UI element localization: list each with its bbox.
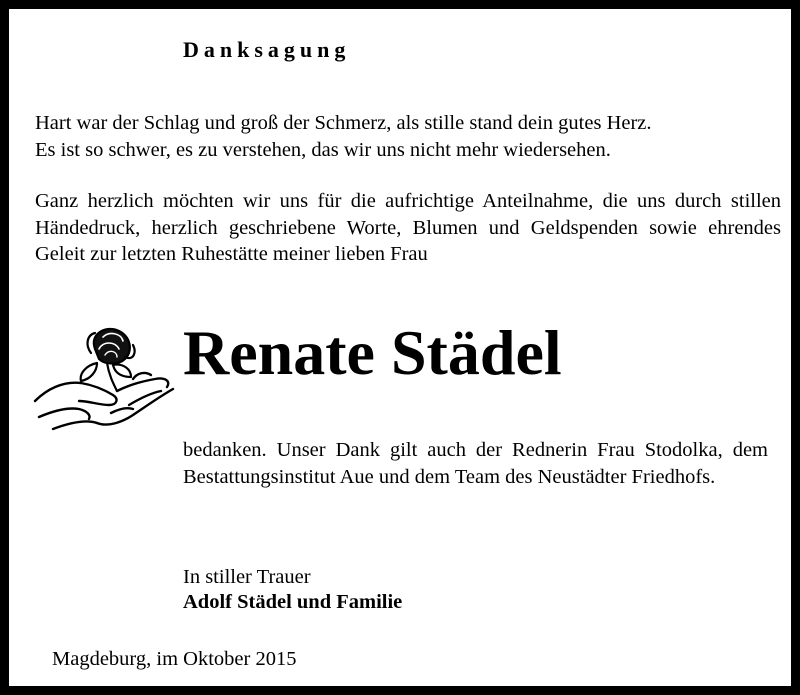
- verse: [35, 110, 785, 164]
- place-date: Magdeburg, im Oktober 2015: [52, 648, 297, 670]
- rose-in-hands-icon: [33, 319, 178, 444]
- signature: Adolf Städel und Familie: [183, 591, 403, 613]
- hands: [35, 373, 173, 429]
- verse-line-1: Hart war der Schlag und groß der Schmerz, als stille stand dein gutes Herz.: [35, 112, 652, 134]
- continuation-paragraph: bedanken. Unser Dank gilt auch der Rednerin Frau Stodolka, dem Bestattungsinstitut Aue und dem Team des Neustädter Friedhofs.: [183, 439, 768, 488]
- verse-line-2: Es ist so schwer, es zu verstehen, das wir uns nicht mehr wiedersehen.: [35, 139, 611, 161]
- deceased-name: Renate Städel: [183, 317, 562, 388]
- mourning-phrase: In stiller Trauer: [183, 566, 311, 588]
- heading-danksagung: Danksagung: [183, 37, 351, 62]
- thanks-paragraph: Ganz herzlich möchten wir uns für die aufrichtige Anteilnahme, die uns durch stillen Händedruck, herzlich geschriebene Worte, Blumen und Geldspenden sowie ehrendes Geleit zur letzten Ruhestätte meiner lieben Frau: [35, 190, 781, 265]
- rose-bloom: [81, 329, 135, 391]
